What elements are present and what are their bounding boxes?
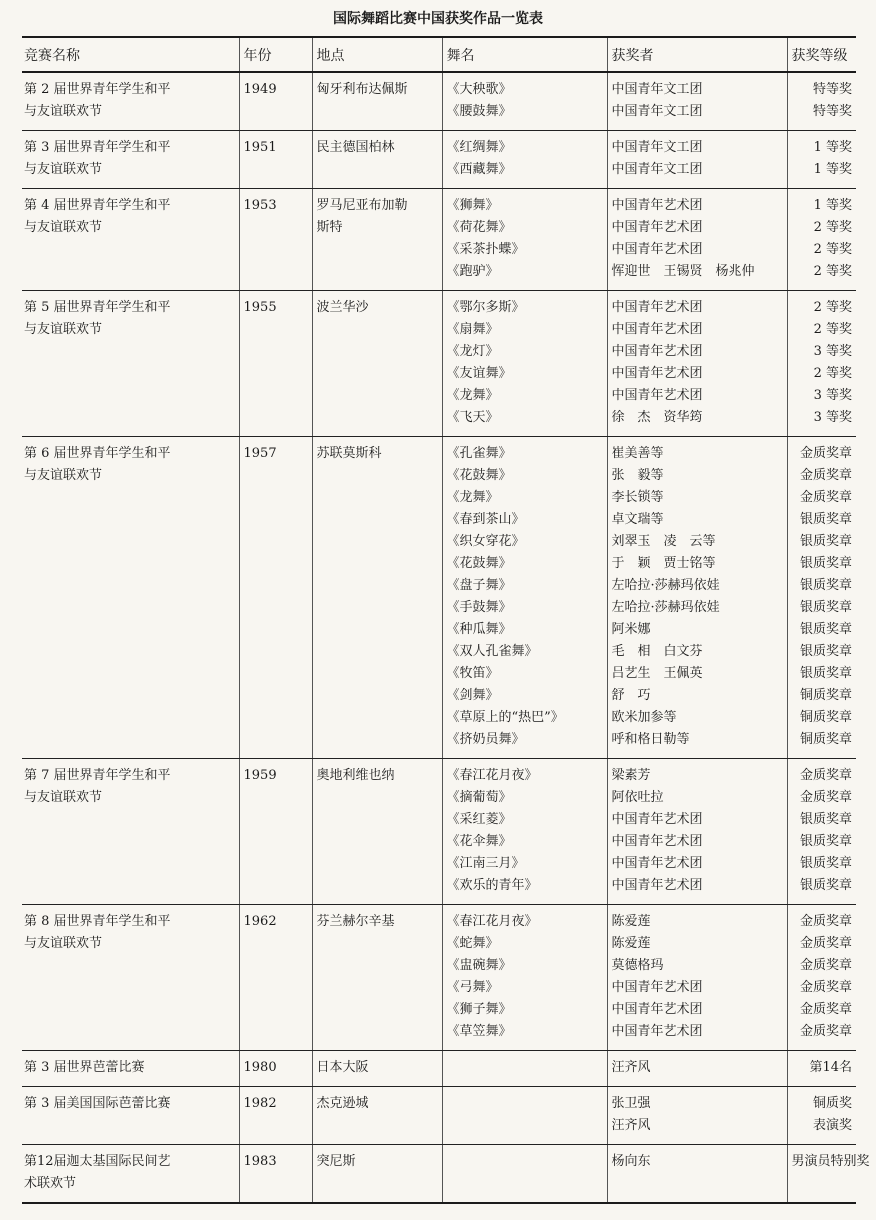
award-text: 银质奖章 (799, 600, 852, 615)
dance-cell (442, 291, 607, 437)
dance-text: 《欢乐的青年》 (446, 878, 538, 893)
location-cell (312, 1087, 442, 1145)
location-cell (312, 189, 442, 291)
dance-text: 《春到茶山》 (446, 512, 525, 527)
dance-text: 《摘葡萄》 (446, 790, 512, 805)
winner-text: 吕艺生 王佩英 (611, 666, 703, 681)
table-row (22, 437, 856, 759)
dance-text: 《春江花月夜》 (446, 914, 538, 929)
location-text: 苏联莫斯科 (316, 446, 382, 461)
award-text: 金质奖章 (799, 980, 852, 995)
year-text: 1949 (243, 82, 277, 97)
winner-text: 中国青年艺术团 (611, 322, 703, 337)
dance-text: 《龙舞》 (446, 490, 499, 505)
dance-text: 《采茶扑蝶》 (446, 242, 525, 257)
award-cell (787, 189, 856, 291)
competition-cell (22, 437, 239, 759)
dance-text: 《狮子舞》 (446, 1002, 512, 1017)
winner-text: 左哈拉·莎赫玛依娃 (611, 600, 720, 615)
winner-cell (607, 437, 787, 759)
competition-text: 与友谊联欢节 (24, 220, 103, 235)
year-cell (239, 189, 312, 291)
dance-cell (442, 131, 607, 189)
year-cell (239, 1087, 312, 1145)
dance-text: 《蛇舞》 (446, 936, 499, 951)
competition-text: 与友谊联欢节 (24, 936, 103, 951)
winner-text: 中国青年艺术团 (611, 344, 703, 359)
award-cell (787, 905, 856, 1051)
award-text: 铜质奖章 (799, 688, 852, 703)
header-location: 地点 (312, 37, 442, 72)
dance-text: 《狮舞》 (446, 198, 499, 213)
winner-text: 梁素芳 (611, 768, 651, 783)
winner-text: 左哈拉·莎赫玛依娃 (611, 578, 720, 593)
competition-text: 术联欢节 (24, 1176, 77, 1191)
competition-text: 与友谊联欢节 (24, 104, 103, 119)
dance-cell (442, 1087, 607, 1145)
year-text: 1980 (243, 1060, 277, 1075)
winner-text: 中国青年艺术团 (611, 980, 703, 995)
location-text: 奥地利维也纳 (316, 768, 395, 783)
winner-text: 中国青年艺术团 (611, 198, 703, 213)
award-cell (787, 291, 856, 437)
award-text: 金质奖章 (799, 490, 852, 505)
winner-cell (607, 1051, 787, 1087)
winner-text: 张 毅等 (611, 468, 664, 483)
award-cell (787, 437, 856, 759)
dance-text: 《盘子舞》 (446, 578, 512, 593)
winner-text: 中国青年艺术团 (611, 856, 703, 871)
winner-cell (607, 905, 787, 1051)
dance-cell (442, 437, 607, 759)
winner-cell (607, 1145, 787, 1204)
award-cell (787, 1051, 856, 1087)
dance-cell (442, 759, 607, 905)
competition-text: 第 8 届世界青年学生和平 (24, 914, 171, 929)
dance-text: 《织女穿花》 (446, 534, 525, 549)
year-cell (239, 1051, 312, 1087)
winner-text: 呼和格日勒等 (611, 732, 690, 747)
winner-text: 中国青年艺术团 (611, 388, 703, 403)
winner-text: 中国青年艺术团 (611, 220, 703, 235)
dance-text: 《牧笛》 (446, 666, 499, 681)
competition-text: 与友谊联欢节 (24, 790, 103, 805)
year-cell (239, 437, 312, 759)
dance-cell (442, 905, 607, 1051)
winner-text: 汪齐风 (611, 1118, 651, 1133)
award-text: 银质奖章 (799, 856, 852, 871)
winner-text: 刘翠玉 凌 云等 (611, 534, 716, 549)
awards-table (22, 36, 870, 1204)
header-year: 年份 (239, 37, 312, 72)
header-dance: 舞名 (442, 37, 607, 72)
year-text: 1962 (243, 914, 277, 929)
competition-cell (22, 1087, 239, 1145)
winner-text: 于 颖 贾士铭等 (611, 556, 716, 571)
location-text: 突尼斯 (316, 1154, 356, 1169)
award-text: 铜质奖章 (799, 710, 852, 725)
year-text: 1959 (243, 768, 277, 783)
year-text: 1957 (243, 446, 277, 461)
competition-text: 第12届迦太基国际民间艺 (24, 1154, 171, 1169)
award-text: 第14名 (809, 1060, 852, 1075)
award-text: 3 等奖 (813, 344, 852, 359)
award-text: 银质奖章 (799, 834, 852, 849)
table-row (22, 189, 856, 291)
dance-text: 《大秧歌》 (446, 82, 512, 97)
table-row (22, 291, 856, 437)
winner-cell (607, 131, 787, 189)
table-row (22, 905, 856, 1051)
dance-text: 《扇舞》 (446, 322, 499, 337)
competition-cell (22, 189, 239, 291)
winner-cell (607, 759, 787, 905)
dance-text: 《花鼓舞》 (446, 556, 512, 571)
competition-text: 第 5 届世界青年学生和平 (24, 300, 171, 315)
location-text: 罗马尼亚布加勒 (316, 198, 408, 213)
location-cell (312, 291, 442, 437)
dance-text: 《孔雀舞》 (446, 446, 512, 461)
dance-cell (442, 1145, 607, 1204)
award-text: 铜质奖章 (799, 732, 852, 747)
award-text: 银质奖章 (799, 878, 852, 893)
winner-text: 毛 相 白文芬 (611, 644, 703, 659)
table-row (22, 131, 856, 189)
winner-text: 中国青年艺术团 (611, 812, 703, 827)
year-text: 1953 (243, 198, 277, 213)
dance-text: 《手鼓舞》 (446, 600, 512, 615)
dance-text: 《草笠舞》 (446, 1024, 512, 1039)
winner-text: 阿依吐拉 (611, 790, 664, 805)
award-text: 金质奖章 (799, 468, 852, 483)
winner-cell (607, 189, 787, 291)
table-row (22, 1087, 856, 1145)
dance-text: 《草原上的“热巴”》 (446, 710, 564, 725)
winner-text: 莫德格玛 (611, 958, 664, 973)
award-text: 金质奖章 (799, 1002, 852, 1017)
award-cell (787, 1145, 870, 1204)
winner-text: 中国青年文工团 (611, 82, 703, 97)
award-text: 2 等奖 (813, 322, 852, 337)
competition-text: 第 6 届世界青年学生和平 (24, 446, 171, 461)
dance-text: 《江南三月》 (446, 856, 525, 871)
winner-text: 陈爱莲 (611, 936, 651, 951)
competition-text: 第 7 届世界青年学生和平 (24, 768, 171, 783)
location-text: 芬兰赫尔辛基 (316, 914, 395, 929)
dance-text: 《飞天》 (446, 410, 499, 425)
award-text: 2 等奖 (813, 220, 852, 235)
header-award: 获奖等级 (787, 37, 856, 72)
winner-text: 中国青年艺术团 (611, 878, 703, 893)
location-cell (312, 905, 442, 1051)
location-cell (312, 1051, 442, 1087)
dance-text: 《采红菱》 (446, 812, 512, 827)
competition-text: 第 4 届世界青年学生和平 (24, 198, 171, 213)
winner-text: 徐 杰 资华筠 (611, 410, 703, 425)
winner-text: 中国青年艺术团 (611, 242, 703, 257)
dance-text: 《挤奶员舞》 (446, 732, 525, 747)
dance-text: 《跑驴》 (446, 264, 499, 279)
award-text: 1 等奖 (813, 198, 852, 213)
dance-text: 《腰鼓舞》 (446, 104, 512, 119)
header-competition: 竞赛名称 (22, 37, 239, 72)
winner-text: 陈爱莲 (611, 914, 651, 929)
year-cell (239, 291, 312, 437)
year-cell (239, 72, 312, 131)
award-text: 金质奖章 (799, 790, 852, 805)
award-text: 2 等奖 (813, 264, 852, 279)
year-text: 1955 (243, 300, 277, 315)
winner-text: 中国青年艺术团 (611, 1024, 703, 1039)
award-text: 金质奖章 (799, 446, 852, 461)
award-cell (787, 759, 856, 905)
competition-cell (22, 131, 239, 189)
winner-text: 汪齐风 (611, 1060, 651, 1075)
winner-text: 中国青年文工团 (611, 104, 703, 119)
competition-cell (22, 291, 239, 437)
competition-text: 第 3 届世界芭蕾比赛 (24, 1060, 145, 1075)
award-text: 银质奖章 (799, 666, 852, 681)
award-text: 铜质奖 (812, 1096, 852, 1111)
award-text: 表演奖 (812, 1118, 852, 1133)
award-text: 特等奖 (812, 82, 852, 97)
winner-text: 中国青年文工团 (611, 140, 703, 155)
competition-cell (22, 905, 239, 1051)
dance-text: 《花鼓舞》 (446, 468, 512, 483)
dance-cell (442, 72, 607, 131)
dance-text: 《西藏舞》 (446, 162, 512, 177)
table-header (22, 37, 856, 72)
winner-cell (607, 1087, 787, 1145)
dance-text: 《荷花舞》 (446, 220, 512, 235)
location-text: 匈牙利布达佩斯 (316, 82, 408, 97)
table-body (22, 72, 870, 1203)
award-text: 2 等奖 (813, 366, 852, 381)
award-text: 1 等奖 (813, 140, 852, 155)
award-text: 银质奖章 (799, 534, 852, 549)
award-text: 男演员特别奖 (791, 1154, 870, 1169)
year-text: 1983 (243, 1154, 277, 1169)
dance-text: 《龙舞》 (446, 388, 499, 403)
award-text: 3 等奖 (813, 388, 852, 403)
winner-text: 中国青年艺术团 (611, 834, 703, 849)
competition-text: 第 3 届美国国际芭蕾比赛 (24, 1096, 171, 1111)
award-text: 银质奖章 (799, 512, 852, 527)
winner-text: 李长锁等 (611, 490, 664, 505)
winner-text: 卓文瑞等 (611, 512, 664, 527)
award-text: 银质奖章 (799, 556, 852, 571)
competition-text: 与友谊联欢节 (24, 322, 103, 337)
award-text: 银质奖章 (799, 622, 852, 637)
winner-text: 中国青年艺术团 (611, 1002, 703, 1017)
winner-text: 舒 巧 (611, 688, 651, 703)
year-text: 1951 (243, 140, 277, 155)
award-cell (787, 72, 856, 131)
award-text: 金质奖章 (799, 1024, 852, 1039)
location-cell (312, 1145, 442, 1204)
award-text: 2 等奖 (813, 242, 852, 257)
location-text: 波兰华沙 (316, 300, 369, 315)
year-cell (239, 759, 312, 905)
dance-text: 《龙灯》 (446, 344, 499, 359)
header-winner: 获奖者 (607, 37, 787, 72)
winner-text: 恽迎世 王锡贤 杨兆仲 (611, 264, 755, 279)
competition-text: 与友谊联欢节 (24, 468, 103, 483)
winner-text: 崔美善等 (611, 446, 664, 461)
year-text: 1982 (243, 1096, 277, 1111)
location-cell (312, 437, 442, 759)
location-text: 日本大阪 (316, 1060, 369, 1075)
winner-text: 阿米娜 (611, 622, 651, 637)
award-cell (787, 131, 856, 189)
table-title: 国际舞蹈比赛中国获奖作品一览表 (333, 11, 543, 27)
competition-text: 与友谊联欢节 (24, 162, 103, 177)
dance-text: 《种瓜舞》 (446, 622, 512, 637)
award-text: 金质奖章 (799, 768, 852, 783)
competition-cell (22, 1145, 239, 1204)
winner-text: 中国青年艺术团 (611, 366, 703, 381)
header-row (22, 37, 856, 72)
competition-text: 第 2 届世界青年学生和平 (24, 82, 171, 97)
award-text: 银质奖章 (799, 812, 852, 827)
location-cell (312, 72, 442, 131)
winner-text: 欧米加参等 (611, 710, 677, 725)
award-text: 3 等奖 (813, 410, 852, 425)
award-text: 银质奖章 (799, 578, 852, 593)
location-text: 杰克逊城 (316, 1096, 369, 1111)
winner-text: 杨向东 (611, 1154, 651, 1169)
award-text: 1 等奖 (813, 162, 852, 177)
dance-cell (442, 189, 607, 291)
dance-text: 《盅碗舞》 (446, 958, 512, 973)
winner-cell (607, 72, 787, 131)
dance-text: 《鄂尔多斯》 (446, 300, 525, 315)
competition-cell (22, 72, 239, 131)
competition-cell (22, 1051, 239, 1087)
dance-text: 《双人孔雀舞》 (446, 644, 538, 659)
award-cell (787, 1087, 856, 1145)
year-cell (239, 131, 312, 189)
winner-text: 张卫强 (611, 1096, 651, 1111)
table-row (22, 72, 856, 131)
dance-text: 《友谊舞》 (446, 366, 512, 381)
dance-text: 《花伞舞》 (446, 834, 512, 849)
dance-text: 《红绸舞》 (446, 140, 512, 155)
competition-text: 第 3 届世界青年学生和平 (24, 140, 171, 155)
award-text: 金质奖章 (799, 914, 852, 929)
dance-text: 《弓舞》 (446, 980, 499, 995)
year-cell (239, 905, 312, 1051)
award-text: 特等奖 (812, 104, 852, 119)
award-text: 金质奖章 (799, 958, 852, 973)
location-text: 民主德国柏林 (316, 140, 395, 155)
award-text: 金质奖章 (799, 936, 852, 951)
winner-text: 中国青年艺术团 (611, 300, 703, 315)
location-cell (312, 131, 442, 189)
dance-text: 《剑舞》 (446, 688, 499, 703)
winner-text: 中国青年文工团 (611, 162, 703, 177)
table-row (22, 1145, 856, 1204)
competition-cell (22, 759, 239, 905)
location-text: 斯特 (316, 220, 343, 235)
table-row (22, 759, 856, 905)
year-cell (239, 1145, 312, 1204)
dance-text: 《春江花月夜》 (446, 768, 538, 783)
dance-cell (442, 1051, 607, 1087)
award-text: 银质奖章 (799, 644, 852, 659)
award-text: 2 等奖 (813, 300, 852, 315)
table-row (22, 1051, 856, 1087)
winner-cell (607, 291, 787, 437)
location-cell (312, 759, 442, 905)
